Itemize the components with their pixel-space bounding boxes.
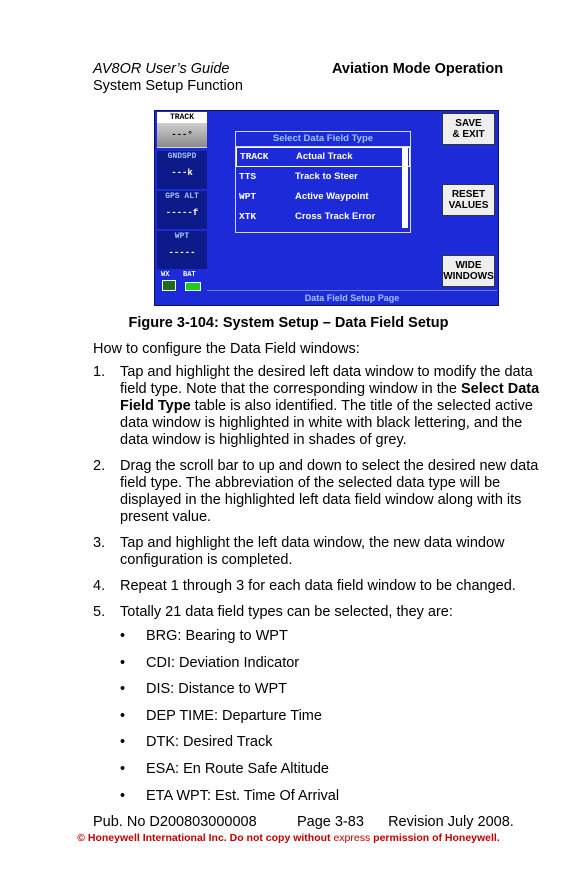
bullet-icon: •	[120, 654, 126, 671]
data-window-value: -----	[168, 248, 196, 258]
step-text: Totally 21 data field types can be selected, they are:	[120, 604, 453, 620]
option-name: Track to Steer	[295, 171, 358, 182]
step-item	[93, 578, 543, 595]
step-text: Repeat 1 through 3 for each data field window to be changed.	[120, 578, 516, 594]
bullet-icon: •	[120, 628, 126, 644]
option-row[interactable]	[236, 187, 410, 207]
status-area	[157, 271, 207, 291]
step-text: Tap and highlight the left data window, the new data window configuration is completed.	[120, 535, 505, 568]
option-name: Actual Track	[296, 151, 353, 162]
scrollbar[interactable]	[402, 148, 408, 228]
wx-label: WX	[161, 271, 170, 279]
signal-icon	[162, 280, 176, 291]
step-item	[93, 604, 543, 621]
revision: Revision July 2008.	[388, 814, 514, 830]
option-abbr: WPT	[239, 191, 257, 202]
option-row[interactable]	[236, 207, 410, 227]
option-abbr: XTK	[239, 211, 257, 222]
step-text: Drag the scroll bar to up and down to select the desired new data field type. The abbreviation of the selected data type will be displayed in the highlighted left data field window along with its present value.	[120, 458, 539, 525]
section-title: System Setup Function	[93, 78, 243, 94]
publication-footer	[93, 814, 514, 830]
save-exit-button[interactable]	[442, 113, 495, 145]
step-item	[93, 535, 543, 569]
header-left	[93, 61, 243, 95]
intro-text: How to configure the Data Field windows:	[93, 341, 360, 357]
data-window-gndspd[interactable]	[157, 151, 207, 189]
data-window-track[interactable]	[157, 112, 207, 148]
step-number: 4.	[93, 578, 106, 594]
option-row[interactable]	[236, 167, 410, 187]
save-exit-label: SAVE & EXIT	[452, 118, 485, 140]
list-item: • ESA: En Route Safe Altitude	[93, 761, 543, 788]
data-window-title: GNDSPD	[167, 152, 197, 161]
select-data-field-table	[235, 131, 411, 233]
option-abbr: TRACK	[240, 151, 269, 162]
data-field-types-list	[93, 628, 543, 814]
reset-values-label: RESET VALUES	[448, 189, 489, 211]
step-item	[93, 458, 543, 526]
data-window-value: -----f	[165, 208, 199, 218]
data-window-wpt[interactable]	[157, 231, 207, 269]
screen-footer: Data Field Setup Page	[207, 290, 497, 305]
wide-windows-label: WIDE WINDOWS	[443, 260, 494, 282]
step-number: 5.	[93, 604, 106, 620]
step-text: Tap and highlight the desired left data window to modify the data field type. Note that the corresponding window in the Select Data Field Type table is also identified. The title of the selected active data window is highlighted in white with black lettering, and the data window is highlighted in shades of grey.	[120, 364, 540, 448]
device-screen	[154, 110, 499, 306]
list-item: • ETA WPT: Est. Time Of Arrival	[93, 788, 543, 815]
option-name: Active Waypoint	[295, 191, 369, 202]
bat-label: BAT	[183, 271, 196, 279]
bullet-icon: •	[120, 760, 126, 777]
data-window-value: ---°	[157, 123, 207, 147]
reset-values-button[interactable]	[442, 184, 495, 216]
bullet-icon: •	[120, 707, 126, 724]
battery-icon	[185, 282, 201, 291]
data-window-title: GPS ALT	[165, 192, 199, 201]
chapter-title: Aviation Mode Operation	[332, 61, 504, 77]
copyright-notice: © Honeywell International Inc. Do not copy without express permission of Honeywell.	[77, 832, 500, 844]
data-window-gps-alt[interactable]	[157, 191, 207, 229]
bullet-icon: •	[120, 734, 126, 751]
steps-list	[93, 364, 543, 814]
option-row[interactable]	[236, 147, 410, 167]
bullet-icon: •	[120, 787, 126, 804]
step-number: 3.	[93, 535, 106, 551]
page-number: Page 3-83	[296, 814, 364, 830]
figure-caption: Figure 3-104: System Setup – Data Field Setup	[128, 315, 449, 331]
option-abbr: TTS	[239, 171, 257, 182]
guide-title: AV8OR User’s Guide	[93, 61, 230, 77]
list-item: • DTK: Desired Track	[93, 734, 543, 761]
list-item: • DIS: Distance to WPT	[93, 681, 543, 708]
bullet-icon: •	[120, 681, 126, 698]
list-item: • CDI: Deviation Indicator	[93, 655, 543, 682]
pub-number: Pub. No D200803000008	[93, 814, 257, 830]
wide-windows-button[interactable]	[442, 255, 495, 287]
select-table-title: Select Data Field Type	[236, 132, 410, 147]
data-window-title: TRACK	[157, 112, 207, 123]
list-item: • DEP TIME: Departure Time	[93, 708, 543, 735]
data-window-value: ---k	[171, 168, 193, 178]
step-number: 1.	[93, 364, 106, 380]
option-name: Cross Track Error	[295, 211, 376, 222]
data-window-title: WPT	[174, 232, 190, 241]
list-item: • BRG: Bearing to WPT	[93, 628, 543, 655]
step-number: 2.	[93, 458, 106, 474]
step-item	[93, 364, 543, 449]
